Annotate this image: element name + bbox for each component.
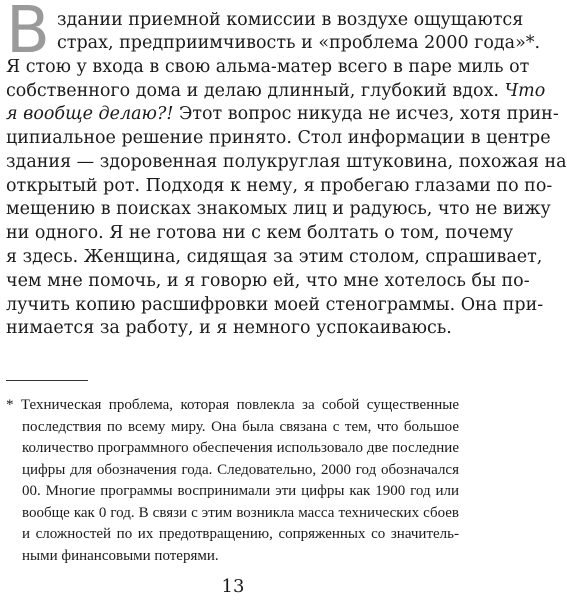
body-line-3: Я стою у входа в свою альма-матер всего в паре миль от bbox=[6, 57, 530, 77]
body-line-6: ципиальное решение принято. Стол информации в центре bbox=[6, 128, 551, 148]
body-line-14: нимается за работу, и я немного успокаиваюсь. bbox=[6, 318, 452, 338]
footnote-line-7: и сложностей по их предотвращению, сопряженных со значитель- bbox=[22, 526, 459, 542]
footnote-line-1: * Техническая проблема, которая повлекла за собой существенные bbox=[6, 397, 459, 413]
body-line-10: ни одного. Я не готова ни с кем болтать о том, почему bbox=[6, 223, 514, 243]
body-line-4-text: собственного дома и делаю длинный, глубокий вдох. bbox=[6, 81, 499, 101]
footnote-divider bbox=[6, 380, 88, 381]
body-line-13: лучить копию расшифровки моей стенограммы. Она при- bbox=[6, 295, 544, 315]
body-line-12: чем мне помочь, и я говорю ей, что мне хотелось бы по- bbox=[6, 271, 530, 291]
body-line-5-italic: я вообще делаю?! bbox=[6, 104, 174, 124]
footnote-line-2: последствия по всему миру. Она была связана с тем, что большое bbox=[22, 418, 459, 435]
body-line-7: здания — здоровенная полукруглая штуковина, похожая на bbox=[6, 152, 567, 172]
body-line-2: страх, предприимчивость и «проблема 2000 года»*. bbox=[57, 33, 541, 53]
drop-cap: В bbox=[6, 0, 48, 68]
footnote-line-5: 00. Многие программы воспринимали эти цифры как 1900 год или bbox=[22, 483, 459, 499]
footnote-line-4: цифры для обозначения года. Следовательно, 2000 год обозначался bbox=[22, 461, 459, 478]
body-line-8: открытый рот. Подходя к нему, я пробегаю глазами по по- bbox=[6, 176, 553, 196]
body-line-5-text: Этот вопрос никуда не исчез, хотя прин- bbox=[178, 104, 559, 124]
footnote-line-8: ными финансовыми потерями. bbox=[22, 547, 219, 564]
body-line-11: я здесь. Женщина, сидящая за этим столом, спрашивает, bbox=[6, 247, 543, 267]
body-line-4-italic: Что bbox=[504, 81, 546, 101]
body-line-1: здании приемной комиссии в воздухе ощущаются bbox=[57, 10, 524, 30]
body-line-9: мещению в поисках знакомых лиц и радуюсь, что не вижу bbox=[6, 199, 551, 219]
page-number: 13 bbox=[221, 576, 245, 597]
footnote-line-3: количество программного обеспечения использовало две последние bbox=[22, 440, 459, 456]
footnote-line-6: вообще как 0 год. В связи с этим возникла масса технических сбоев bbox=[22, 504, 459, 521]
